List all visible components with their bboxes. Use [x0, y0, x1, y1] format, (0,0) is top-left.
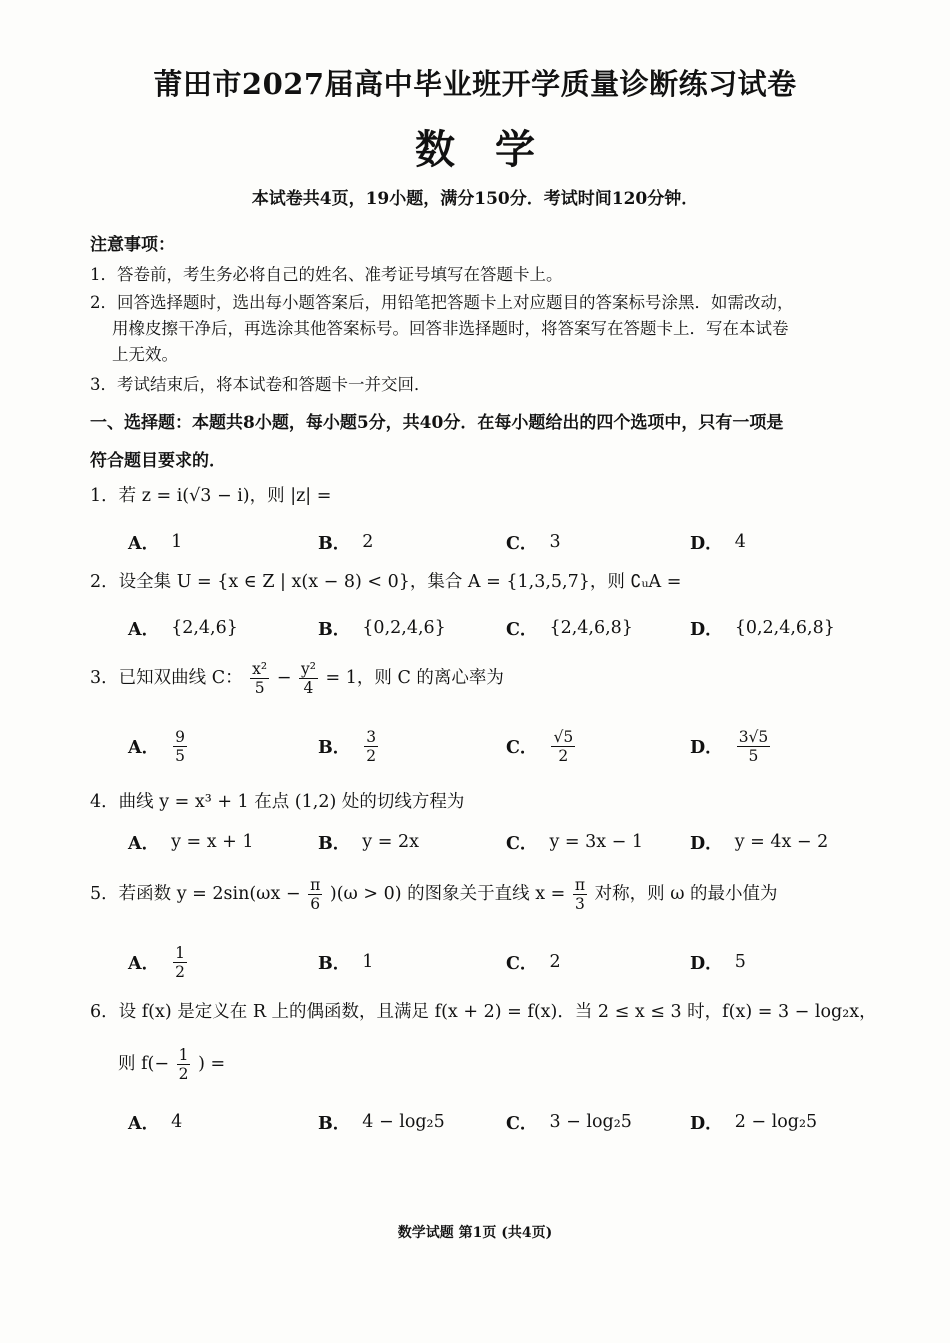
option-text: {2,4,6}	[171, 618, 238, 638]
fraction-denominator: 2	[558, 746, 569, 765]
notice-item-2-line-1: 2．回答选择题时，选出每小题答案后，用铅笔把答题卡上对应题目的答案标号涂黑．如需改动，	[90, 293, 794, 312]
option-text: {2,4,6,8}	[549, 618, 633, 638]
fraction	[364, 728, 378, 765]
option-label: C．	[506, 737, 538, 758]
option-label: D．	[690, 533, 723, 554]
section-heading-line-2: 符合题目要求的．	[90, 451, 226, 471]
option-text: y = 3x − 1	[549, 832, 644, 852]
exam-title: 莆田市2027届高中毕业班开学质量诊断练习试卷	[153, 67, 797, 101]
option-text: y = 4x − 2	[734, 832, 829, 852]
question-6-stem-line-1: 6．设 f(x) 是定义在 R 上的偶函数，且满足 f(x + 2) = f(x)．当 2 ≤ x ≤ 3 时，f(x) = 3 − log₂x，	[90, 1002, 877, 1022]
question-2-option-d	[690, 608, 835, 648]
question-5-option-d	[690, 942, 746, 982]
question-5-options	[0, 942, 950, 982]
section-heading	[90, 404, 870, 480]
option-label: A．	[128, 619, 160, 640]
option-text: 4	[171, 1112, 183, 1132]
question-4-stem: 4．曲线 y = x³ + 1 在点 (1,2) 处的切线方程为	[90, 792, 465, 812]
fraction	[177, 1046, 191, 1083]
question-6-options	[0, 1102, 950, 1142]
option-text: y = 2x	[362, 832, 419, 852]
question-6-option-a	[128, 1102, 182, 1142]
fraction	[737, 728, 771, 765]
question-3-option-b	[318, 726, 380, 766]
notice-item-2-line-3: 上无效。	[112, 345, 178, 364]
fraction-numerator: 9	[175, 727, 185, 746]
option-label: B．	[318, 737, 351, 758]
option-text: 2	[362, 532, 374, 552]
notice-heading: 注意事项：	[90, 235, 175, 255]
option-label: C．	[506, 953, 538, 974]
fraction	[573, 876, 587, 913]
question-3-option-a	[128, 726, 189, 766]
stem-text: 则 f(−	[118, 1054, 170, 1074]
fraction-denominator: 2	[366, 746, 377, 765]
fraction-denominator: 2	[178, 1065, 189, 1083]
option-label: C．	[506, 1113, 538, 1134]
option-label: C．	[506, 533, 538, 554]
fraction	[299, 660, 318, 697]
question-2-stem: 2．设全集 U = {x ∈ Z | x(x − 8) < 0}，集合 A = {1,3,5,7}，则 ∁ᵤA =	[90, 572, 682, 592]
stem-text: = 1，则 C 的离心率为	[325, 668, 504, 688]
stem-text: )(ω > 0) 的图象关于直线 x =	[329, 884, 566, 904]
subject-title: 数学	[415, 126, 575, 173]
question-1-option-a	[128, 522, 182, 562]
fraction-denominator: 3	[575, 895, 585, 913]
question-1-options	[0, 522, 950, 562]
fraction	[551, 728, 575, 765]
stem-text: 3．已知双曲线 C：	[90, 668, 243, 688]
question-6-stem-line-2	[118, 1046, 908, 1083]
option-label: C．	[506, 833, 538, 854]
option-label: B．	[318, 619, 351, 640]
question-2-options	[0, 608, 950, 648]
option-text: 5	[734, 952, 746, 972]
option-label: A．	[128, 737, 160, 758]
option-label: D．	[690, 953, 723, 974]
option-text: 4	[734, 532, 746, 552]
question-2-option-a	[128, 608, 238, 648]
exam-info: 本试卷共4页，19小题，满分150分．考试时间120分钟．	[251, 189, 699, 209]
page-footer: 数学试题 第1页 (共4页)	[397, 1225, 553, 1241]
question-5-option-c	[506, 942, 561, 982]
option-text: 3	[549, 532, 561, 552]
fraction-numerator: π	[310, 876, 321, 894]
option-text: y = x + 1	[171, 832, 254, 852]
fraction	[308, 876, 322, 913]
option-text: {0,2,4,6,8}	[734, 618, 835, 638]
fraction-numerator: y²	[300, 660, 316, 678]
fraction	[250, 660, 269, 697]
option-text: 2	[549, 952, 561, 972]
option-text: 1	[362, 952, 374, 972]
notice-item-2	[90, 290, 870, 368]
question-4-option-b	[318, 822, 419, 862]
option-label: D．	[690, 619, 723, 640]
question-6-option-b	[318, 1102, 445, 1142]
option-label: C．	[506, 619, 538, 640]
stem-text: ) =	[198, 1054, 226, 1074]
question-6-option-c	[506, 1102, 632, 1142]
option-label: D．	[690, 1113, 723, 1134]
option-label: A．	[128, 953, 160, 974]
question-6-option-d	[690, 1102, 817, 1142]
notice-item-2-line-2: 用橡皮擦干净后，再选涂其他答案标号。回答非选择题时，将答案写在答题卡上．写在本试卷	[112, 319, 789, 338]
fraction-numerator: 1	[178, 1046, 189, 1064]
notice-item-3: 3．考试结束后，将本试卷和答题卡一并交回．	[90, 375, 431, 394]
option-text: 2 − log₂5	[734, 1112, 818, 1132]
question-3-option-d	[690, 726, 772, 766]
question-1-option-d	[690, 522, 746, 562]
fraction-denominator: 5	[175, 746, 185, 765]
option-label: B．	[318, 833, 351, 854]
fraction-denominator: 5	[254, 679, 265, 697]
question-4-option-a	[128, 822, 254, 862]
stem-text: −	[276, 668, 292, 688]
fraction-numerator: x²	[252, 660, 268, 678]
option-label: D．	[690, 833, 723, 854]
fraction-denominator: 2	[175, 962, 185, 981]
question-5-option-b	[318, 942, 373, 982]
question-3-stem	[90, 660, 880, 697]
option-label: A．	[128, 533, 160, 554]
option-label: A．	[128, 833, 160, 854]
fraction	[173, 944, 187, 981]
option-label: A．	[128, 1113, 160, 1134]
fraction	[173, 728, 187, 765]
notice-item-1: 1．答卷前，考生务必将自己的姓名、准考证号填写在答题卡上。	[90, 265, 563, 284]
section-heading-line-1: 一、选择题：本题共8小题，每小题5分，共40分．在每小题给出的四个选项中，只有一项是	[90, 413, 784, 433]
fraction-numerator: 3√5	[738, 727, 769, 746]
option-label: B．	[318, 953, 351, 974]
option-label: D．	[690, 737, 723, 758]
stem-text: 对称，则 ω 的最小值为	[594, 884, 778, 904]
question-3-option-c	[506, 726, 577, 766]
question-1-option-b	[318, 522, 373, 562]
fraction-numerator: π	[574, 876, 586, 894]
question-4-option-c	[506, 822, 643, 862]
fraction-denominator: 4	[303, 679, 314, 697]
option-text: 1	[171, 532, 183, 552]
question-5-stem	[90, 876, 880, 913]
question-1-stem: 1．若 z = i(√3 − i)，则 |z| =	[90, 486, 332, 506]
option-text: 4 − log₂5	[362, 1112, 445, 1132]
option-text: 3 − log₂5	[549, 1112, 632, 1132]
question-4-options	[0, 822, 950, 862]
stem-text: 5．若函数 y = 2sin(ωx −	[90, 884, 301, 904]
fraction-denominator: 6	[310, 895, 321, 913]
question-2-option-b	[318, 608, 446, 648]
question-3-options	[0, 726, 950, 766]
option-label: B．	[318, 1113, 351, 1134]
fraction-numerator: 3	[366, 727, 377, 746]
question-5-option-a	[128, 942, 189, 982]
fraction-denominator: 5	[748, 746, 759, 765]
question-2-option-c	[506, 608, 633, 648]
question-4-option-d	[690, 822, 828, 862]
option-text: {0,2,4,6}	[362, 618, 446, 638]
fraction-numerator: √5	[553, 727, 574, 746]
fraction-numerator: 1	[175, 943, 185, 962]
option-label: B．	[318, 533, 351, 554]
question-1-option-c	[506, 522, 561, 562]
